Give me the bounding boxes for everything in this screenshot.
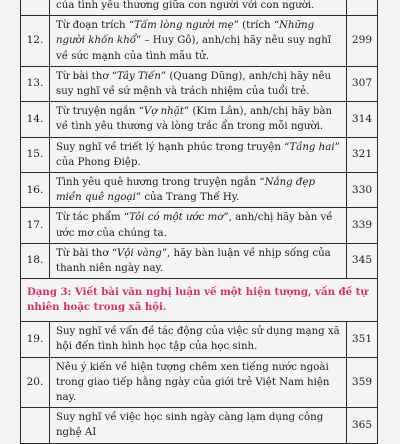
toc-row [21,322,378,357]
item-text: ” (trích “ [233,20,280,32]
item-text: của tình yêu thương giữa con người với con người. [56,0,315,11]
work-title-italic: Tầng hai [289,141,335,153]
item-text: ” của Trang Thế Hy. [135,192,240,204]
toc-row [21,173,378,208]
item-text: Suy nghĩ về vấn đề tác động của việc sử dụng mạng xã hội đến tình hình học tập của học sinh. [56,326,340,353]
page-number: 314 [347,102,378,137]
toc-row [21,208,378,243]
toc-row [21,102,378,137]
toc-row [21,357,378,408]
page-number: 339 [347,208,378,243]
item-number: 20. [21,357,50,408]
item-text: ” (Quang Dũng), anh/chị hãy nêu suy nghĩ về sứ mệnh và trách nhiệm của tuổi trẻ. [56,70,332,98]
item-number: 14. [21,102,50,137]
item-text: ” (Kim Lân), anh/chị hãy bàn về tình yêu thương và lòng trắc ẩn trong mỗi người. [56,106,333,133]
page-number: 330 [347,173,378,208]
item-title[interactable] [50,137,347,172]
item-number: 18. [21,243,50,278]
item-title[interactable] [50,173,347,208]
item-number: 12. [21,16,50,67]
item-text: Nêu ý kiến về hiện tượng chêm xen tiếng nước ngoài trong giao tiếp hằng ngày của giới trẻ Việt Nam hiện nay. [56,361,330,404]
item-title[interactable] [50,102,347,137]
work-title-italic: Tấm lòng người mẹ [134,20,234,32]
toc-row [21,0,378,16]
item-number [21,0,50,16]
page-number: 351 [347,322,378,357]
item-title[interactable] [50,66,347,101]
item-text: Từ tác phẩm “ [56,212,130,224]
item-title[interactable] [50,243,347,278]
toc-row [21,137,378,172]
page-number: 299 [347,16,378,67]
item-number [21,408,50,443]
item-title[interactable] [50,16,347,67]
toc-row [21,408,378,443]
work-title-italic: Nắng đẹp miền quê ngoại [56,177,316,204]
work-title-italic: Những người khốn khổ [56,20,315,47]
item-number: 16. [21,173,50,208]
item-text: ”, anh/chị hãy bàn về ước mơ của chúng ta. [56,212,333,239]
item-text: Tình yêu quê hương trong truyện ngắn “ [56,177,265,189]
work-title-italic: Vội vàng [116,247,162,259]
page-number: 365 [347,408,378,443]
toc-body [21,0,378,443]
item-text: Suy nghĩ về việc học sinh ngày càng lạm dụng công nghệ AI [56,412,324,439]
section-heading: Dạng 3: Viết bài văn nghị luận về một hiện tượng, vấn đề tự nhiên hoặc trong xã hội. [21,279,378,322]
item-number: 17. [21,208,50,243]
item-title[interactable] [50,408,347,443]
work-title-italic: Tây Tiến [116,70,161,82]
page-number: 359 [347,357,378,408]
item-text: Từ truyện ngắn “ [56,106,144,118]
section-heading-row [21,279,378,322]
table-of-contents [20,0,378,444]
toc-row [21,16,378,67]
item-text: Từ bài thơ “ [56,247,117,259]
item-number: 13. [21,66,50,101]
item-text: Từ bài thơ “ [56,70,117,82]
work-title-italic: Tôi có một ước mơ [129,212,224,224]
item-title[interactable] [50,322,347,357]
page-number: 307 [347,66,378,101]
page-number [347,0,378,16]
toc-row [21,66,378,101]
page-number: 321 [347,137,378,172]
item-title[interactable] [50,0,347,16]
item-text: ” – Huy Gô), anh/chị hãy nêu suy nghĩ về sức mạnh của tình mẫu tử. [56,35,332,62]
item-text: Suy nghĩ về triết lý hạnh phúc trong truyện “ [56,141,290,153]
work-title-italic: Vợ nhặt [143,106,184,118]
item-title[interactable] [50,208,347,243]
item-title[interactable] [50,357,347,408]
item-number: 19. [21,322,50,357]
item-text: ” của Phong Điệp. [56,141,340,168]
page-number: 345 [347,243,378,278]
item-text: ”, hãy bàn luận về nhịp sống của thanh niên ngày nay. [56,247,331,275]
item-number: 15. [21,137,50,172]
toc-row [21,243,378,278]
item-text: Từ đoạn trích “ [56,20,135,32]
